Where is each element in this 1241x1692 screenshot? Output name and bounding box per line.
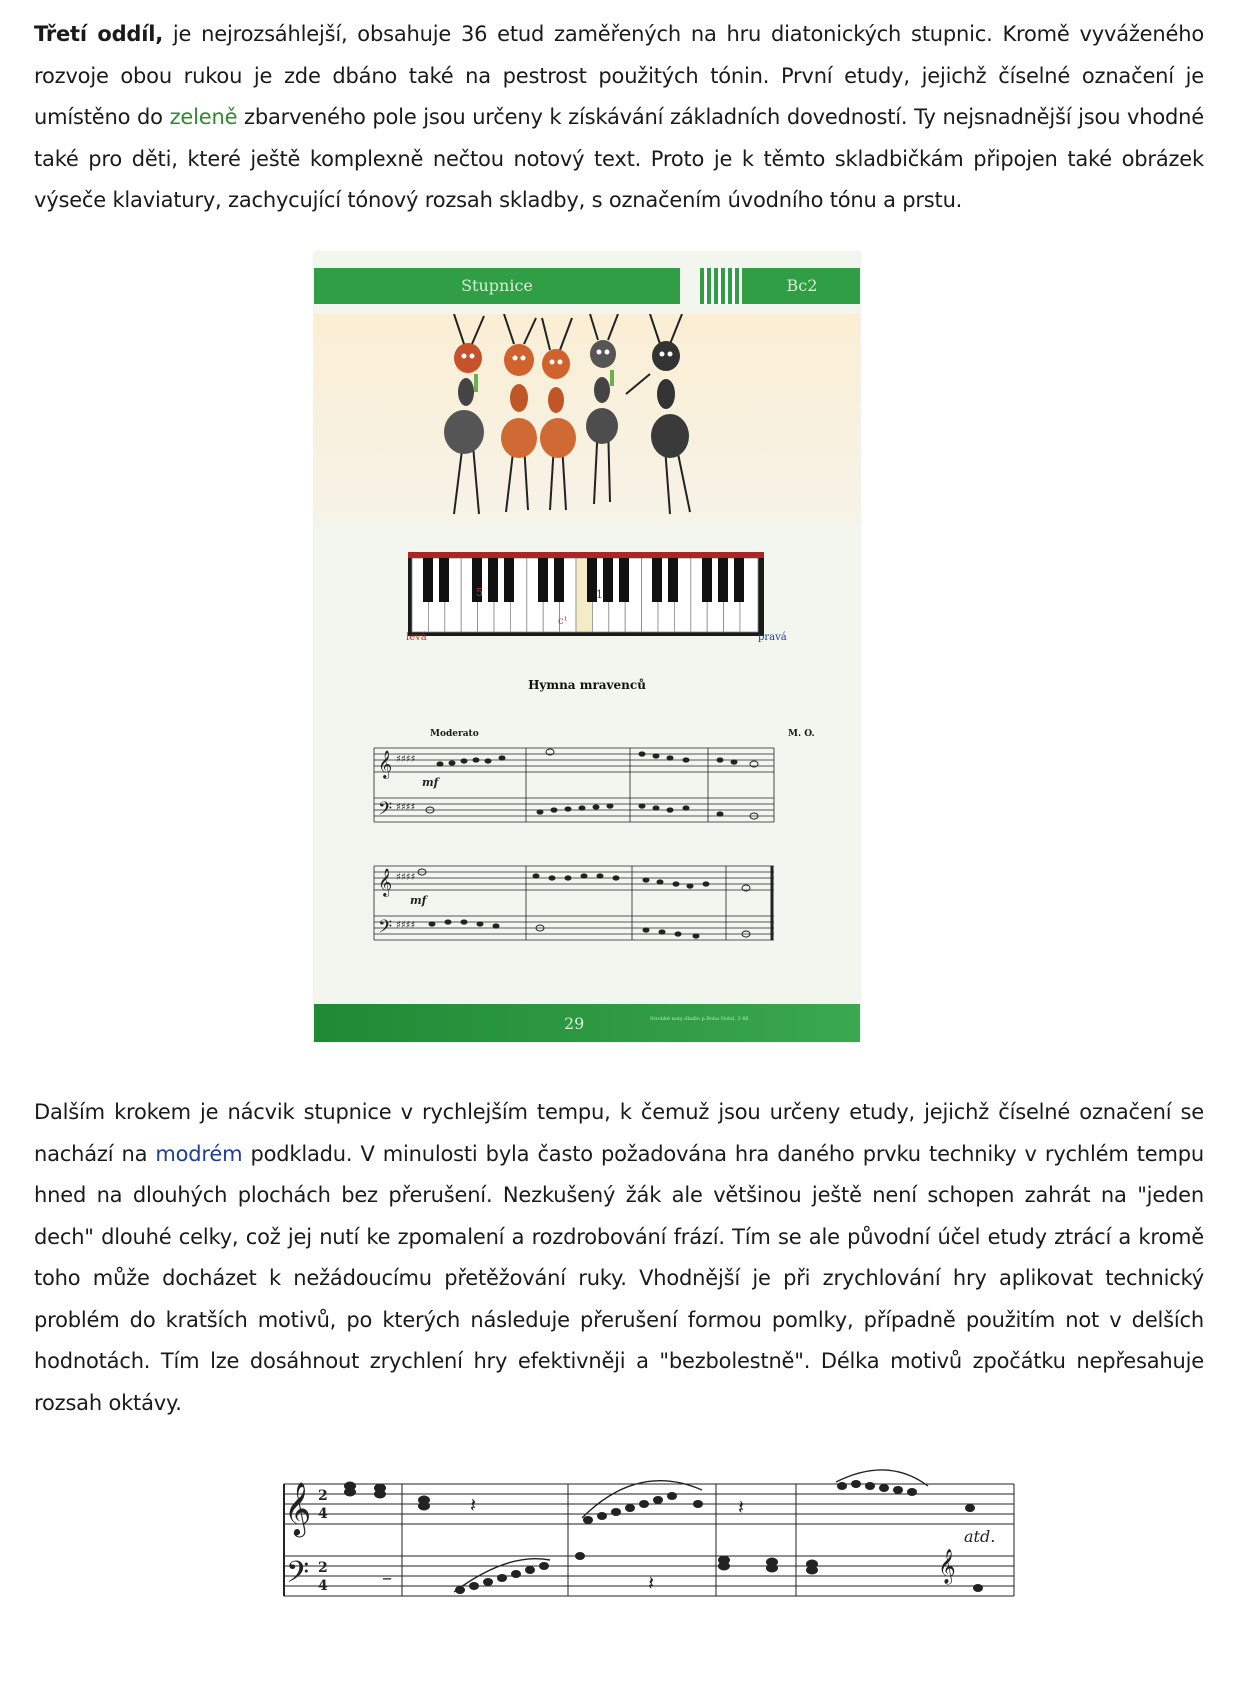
svg-text:𝄞: 𝄞 xyxy=(378,868,393,896)
paragraph-text: podkladu. V minulosti byla často požadována hra daného prvku techniky v rychlém tempu hned na dlouhých plochách bez přerušení. Nezkušený žák ale většinou ještě není schopen zahrát na "jeden dech" dlouhé celky, což jej nutí ke zpomalení a rozdrobování frází. Tím se ale původní účel etudy ztrácí a kromě toho může docházet k nežádoucímu přetěžování ruky. Vhodnější je při zrychlování hry aplikovat technický problém do kratších motivů, po kterých následuje přerušení formou pomlky, případně použitím not v delších hodnotách. Tím lze dosáhnout zrychlení hry efektivněji a "bezbolestně". Délka motivů zpočátku nepřesahuje rozsah oktávy. xyxy=(34,1141,1204,1415)
score-system-1 xyxy=(370,738,782,838)
bottom-score-example xyxy=(278,1442,1020,1608)
score-system-2 xyxy=(370,856,782,956)
svg-text:♯♯♯♯: ♯♯♯♯ xyxy=(396,754,416,765)
blue-highlight-word: modrém xyxy=(155,1141,243,1166)
composer-initials: M. O. xyxy=(788,729,815,739)
start-note: c¹ xyxy=(558,616,568,627)
svg-text:♯♯♯♯: ♯♯♯♯ xyxy=(396,802,416,813)
footer-note: Strohké noty dladlo p.Boba Notsl, 3 66 xyxy=(650,1016,749,1022)
tempo-marking: Moderato xyxy=(430,729,479,739)
svg-text:𝄢: 𝄢 xyxy=(286,1556,310,1597)
header-stripes xyxy=(700,268,744,304)
svg-text:𝄞: 𝄞 xyxy=(378,750,393,778)
dynamic-mark-2: mf xyxy=(410,894,427,907)
paragraph-intro xyxy=(34,14,1204,222)
left-hand-label: levá xyxy=(406,632,427,643)
svg-text:𝄽: 𝄽 xyxy=(738,1495,745,1519)
paragraph-tempo xyxy=(34,1092,1204,1424)
piano-keyboard-excerpt xyxy=(408,552,764,636)
ants-illustration xyxy=(314,314,860,524)
svg-text:♯♯♯♯: ♯♯♯♯ xyxy=(396,920,416,931)
svg-text:𝄢: 𝄢 xyxy=(378,799,393,824)
finger-right: 1 xyxy=(596,588,603,601)
green-highlight-word: zeleně xyxy=(169,105,238,129)
paragraph-text: zbarveného pole jsou určeny k získávání základních dovedností. Ty nejsnadnější jsou vhodné také pro děti, které ještě komplexně nečtou notový text. Proto je k těmto skladbičkám připojen také obrázek výseče klaviatury, zachycující tónový rozsah skladby, s označením úvodního tónu a prstu. xyxy=(34,105,1205,212)
svg-text:–: – xyxy=(382,1565,392,1589)
svg-text:𝄽: 𝄽 xyxy=(470,1493,477,1517)
song-title: Hymna mravenců xyxy=(528,678,646,692)
svg-text:𝄞: 𝄞 xyxy=(938,1549,956,1584)
svg-text:𝄢: 𝄢 xyxy=(378,917,393,942)
ants-drawing xyxy=(314,314,860,524)
book-page-header xyxy=(314,268,860,304)
time-signature-bottom: 2 xyxy=(318,1560,328,1576)
right-hand-label: pravá xyxy=(758,632,787,643)
page-number: 29 xyxy=(564,1014,585,1033)
time-signature-top-den: 4 xyxy=(318,1506,328,1522)
svg-text:𝄽: 𝄽 xyxy=(648,1571,655,1595)
paragraph-lead: Třetí oddíl, xyxy=(34,22,164,46)
dynamic-mark: mf xyxy=(422,776,439,789)
svg-text:♯♯♯♯: ♯♯♯♯ xyxy=(396,872,416,883)
piano-keyboard xyxy=(408,552,764,636)
svg-text:𝄞: 𝄞 xyxy=(284,1481,312,1535)
finger-left: 5 xyxy=(476,586,483,599)
time-signature-top: 2 xyxy=(318,1488,328,1504)
header-code: Bc2 xyxy=(744,268,860,304)
paragraph-text: je nejrozsáhlejší, obsahuje 36 etud zaměřených na hru diatonických stupnic. Kromě vyváženého rozvoje obou rukou je zde dbáno také na pestrost použitých tónin. První etudy, jejichž číselné označení je umístěno do xyxy=(34,22,1204,129)
book-page-figure xyxy=(314,252,860,1042)
paragraph-text: Dalším krokem je nácvik stupnice v rychlejším tempu, k čemuž jsou určeny etudy, jejichž číselné označení se nachází na xyxy=(34,1100,1204,1166)
atd-marking: atd. xyxy=(964,1527,996,1546)
header-title: Stupnice xyxy=(314,268,680,304)
time-signature-bottom-den: 4 xyxy=(318,1578,328,1594)
book-page-footer xyxy=(314,1004,860,1042)
